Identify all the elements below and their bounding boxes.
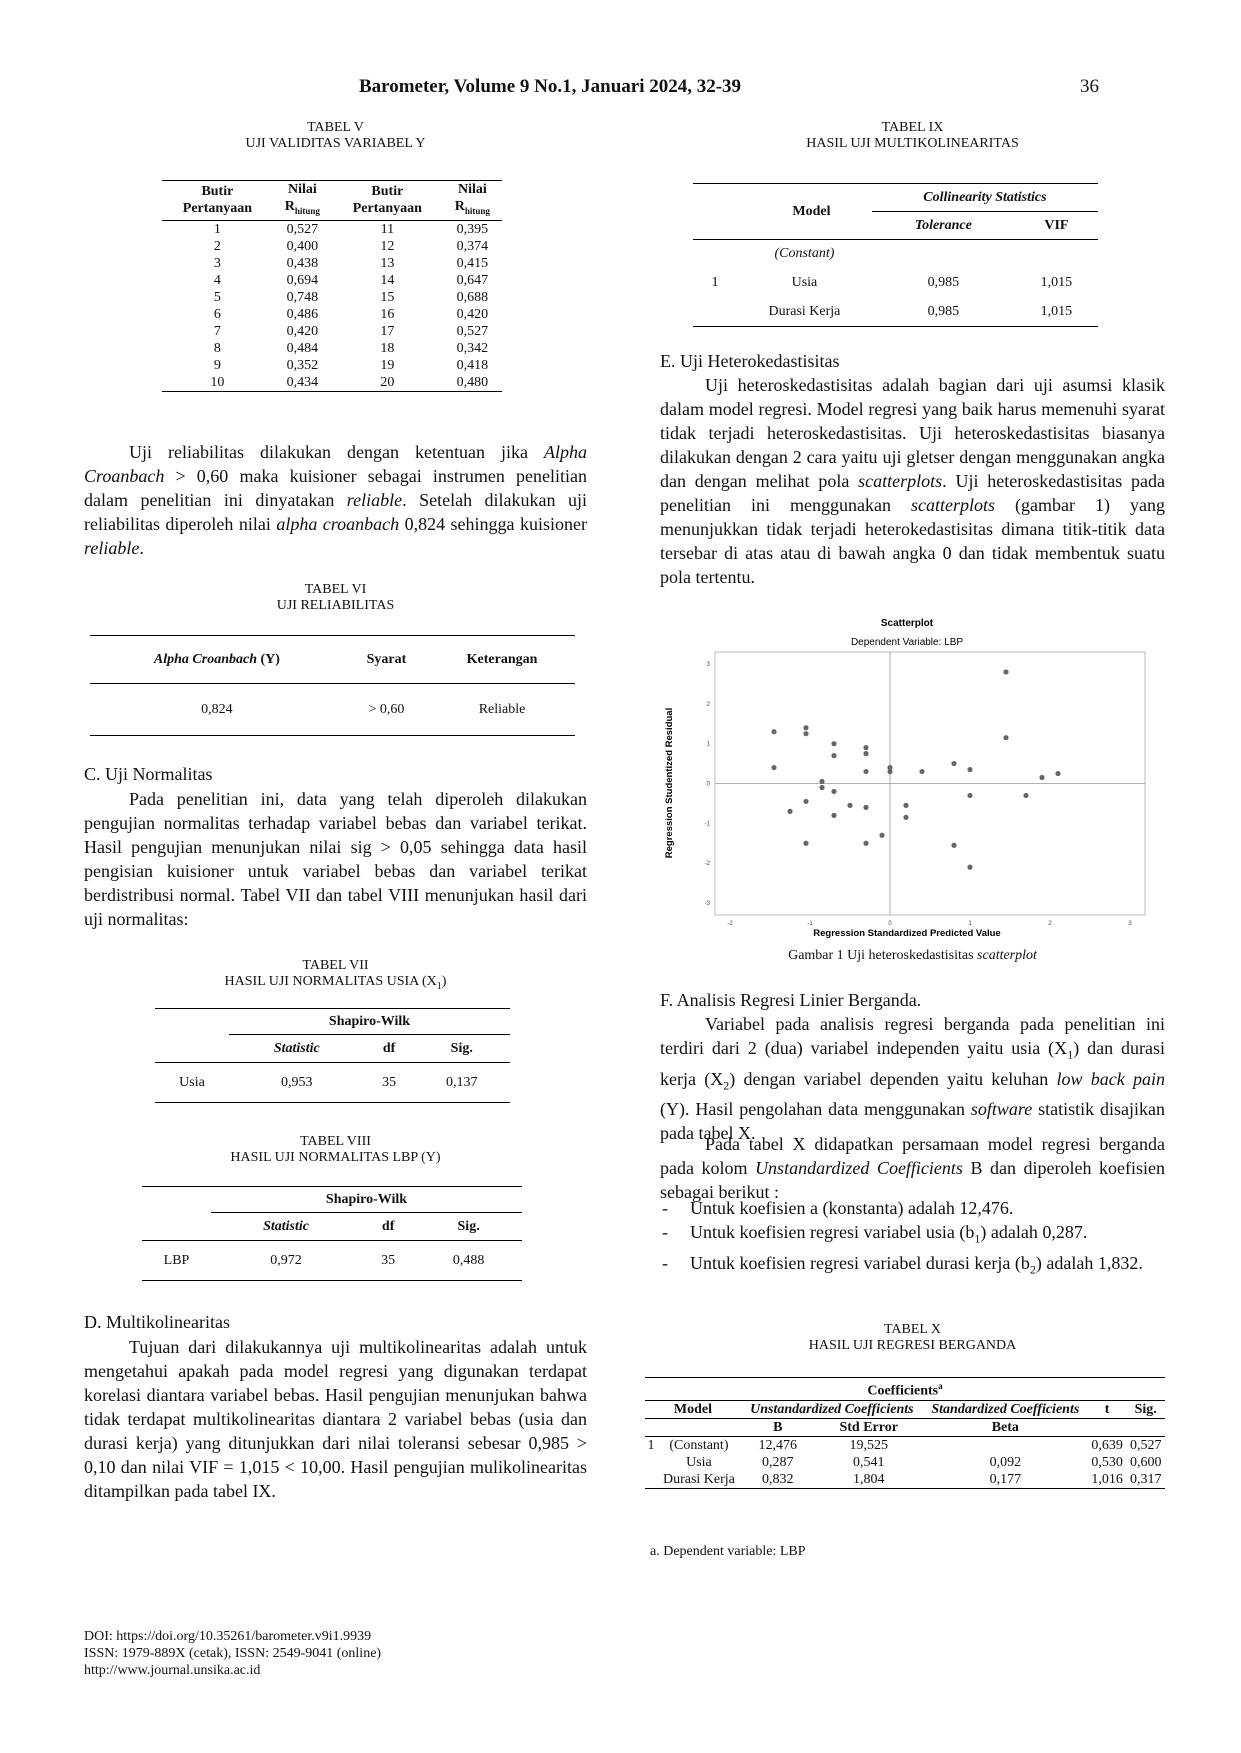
table6-header-keterangan: Keterangan	[466, 651, 538, 667]
table10-header-se: Std Error	[839, 1419, 898, 1435]
table10-cell	[645, 1471, 657, 1489]
table10-coefficients-header: Coefficients$^a$	[645, 1378, 1165, 1401]
table8-caption	[84, 1134, 587, 1166]
table5-cell: 10	[210, 374, 225, 390]
table10-cell: 0,092	[989, 1454, 1022, 1470]
table10-cell: 0,527	[1129, 1437, 1162, 1453]
table-row	[162, 272, 502, 289]
table10-header-std: Standardized Coefficients	[931, 1401, 1080, 1417]
table8-cell: 0,972	[270, 1252, 302, 1268]
table6	[90, 635, 575, 736]
data-point	[903, 815, 908, 820]
table9-constant: (Constant)	[774, 246, 835, 262]
data-point	[863, 841, 868, 846]
table5-cell: 2	[213, 238, 221, 254]
data-point	[951, 843, 956, 848]
data-point	[903, 803, 908, 808]
table5-header-nilai: Nilai $R_{hitung}$	[284, 182, 320, 216]
table9-label: TABEL IX	[881, 120, 944, 135]
table9-model-number: 1	[711, 275, 719, 290]
table5-cell: 0,748	[286, 289, 319, 305]
table7-header-df: df	[382, 1040, 396, 1056]
x-tick-label: -2	[727, 921, 733, 927]
table5-title: UJI VALIDITAS VARIABEL Y	[245, 136, 426, 151]
table7-header-shapiro: Shapiro-Wilk	[229, 1009, 510, 1035]
section-f-paragraph-2: Pada tabel X didapatkan persamaan model regresi berganda pada kolom Unstandardized Coefficients B dan diperoleh koefisien sebagai berikut :	[660, 1134, 1166, 1202]
table5-cell: 18	[380, 340, 395, 356]
running-header: Barometer, Volume 9 No.1, Januari 2024, 32-39	[358, 76, 742, 97]
data-point	[831, 813, 836, 818]
table8-header-statistic: Statistic	[263, 1218, 309, 1234]
x-tick-label: 1	[968, 921, 972, 927]
page-number: 36	[1080, 76, 1099, 97]
table5-cell: 15	[380, 289, 395, 305]
section-c-heading: C. Uji Normalitas	[84, 764, 213, 784]
table5-cell: 13	[380, 255, 395, 271]
table10-cell: 1,804	[852, 1471, 885, 1487]
table5-cell: 0,420	[456, 306, 489, 322]
table9-header-collinearity: Collinearity Statistics	[872, 184, 1098, 212]
table7	[155, 1008, 510, 1103]
data-point	[863, 751, 868, 756]
table5-cell: 6	[213, 306, 221, 322]
list-item: - Untuk koefisien regresi variabel usia $(b_1)$ adalah 0,287.	[660, 1220, 1165, 1251]
table10-label: TABEL X	[883, 1322, 942, 1337]
table9-cell: 1,015	[1040, 303, 1073, 319]
table5-cell: 0,395	[456, 221, 489, 237]
table10-cell: 0,600	[1129, 1454, 1162, 1470]
table6-title: UJI RELIABILITAS	[276, 598, 395, 613]
table7-caption	[84, 958, 587, 995]
data-point	[863, 805, 868, 810]
table10-caption	[660, 1322, 1165, 1354]
data-point	[819, 779, 824, 784]
table5-header-nilai-2: Nilai $R_{hitung}$	[454, 182, 490, 216]
footer-issn: ISSN: 1979-889X (cetak), ISSN: 2549-9041 (online)	[84, 1646, 382, 1661]
table5-cell: 0,374	[456, 238, 489, 254]
table10-header-unstd: Unstandardized Coefficients	[750, 1401, 914, 1417]
table5-cell: 5	[213, 289, 221, 305]
table5-cell: 0,688	[456, 289, 489, 305]
data-point	[819, 785, 824, 790]
section-c-paragraph: Pada penelitian ini, data yang telah diperoleh dilakukan pengujian normalitas terhadap variabel bebas dan variabel terikat. Hasil pengujian menunjukan nilai sig > 0,05 sehingga data hasil pengisian kuisioner untuk variabel bebas dan variabel terikat berdistribusi normal. Tabel VII dan tabel VIII menunjukan hasil dari uji normalitas:	[84, 789, 587, 929]
table5-cell: 7	[213, 323, 221, 339]
x-axis-label: Regression Standardized Predicted Value	[813, 928, 1001, 939]
x-tick-label: 0	[888, 921, 892, 927]
table6-cell: > 0,60	[368, 701, 405, 717]
table9-cell: 0,985	[927, 303, 960, 319]
y-tick-label: 0	[706, 781, 710, 788]
section-f-paragraph-1: Variabel pada analisis regresi berganda pada penelitian ini terdiri dari 2 (dua) variabel independen yaitu usia $(X_1)$ dan durasi kerja $(X_2)$ dengan variabel dependen yaitu keluhan low back pain (Y). Hasil pengolahan data menggunakan software statistik disajikan pada tabel X.	[660, 1014, 1165, 1144]
data-point	[887, 769, 892, 774]
x-tick-label: -1	[807, 921, 813, 927]
table10-cell: 12,476	[758, 1437, 797, 1453]
table5-cell: 0,434	[286, 374, 319, 390]
table6-cell: Reliable	[478, 701, 526, 717]
table5-cell: 1	[213, 221, 221, 237]
table5-label: TABEL V	[307, 120, 364, 135]
table5-cell: 0,342	[456, 340, 489, 356]
table-row	[645, 1471, 1165, 1489]
table5-caption	[84, 120, 587, 152]
y-tick-label: 1	[706, 741, 710, 748]
y-tick-label: -2	[704, 861, 710, 868]
data-point	[951, 761, 956, 766]
table8-cell: LBP	[163, 1252, 190, 1268]
table5-header-butir: Butir Pertanyaan	[182, 184, 252, 217]
table5-cell: 12	[380, 238, 395, 254]
data-point	[1039, 775, 1044, 780]
data-point	[803, 841, 808, 846]
section-e-paragraph: Uji heteroskedastisitas adalah bagian dari uji asumsi klasik dalam model regresi. Model regresi yang baik harus memenuhi syarat tidak terjadi heteroskedastisitas. Uji heteroskedastisitas biasanya dilakukan dengan 2 cara yaitu uji gletser dengan menggunakan angka dan dengan melihat pola scatterplots. Uji heteroskedastisitas pada penelitian ini menggunakan scatterplots (gambar 1) yang menunjukkan tidak terjadi heterokedastisitas dimana titik-titik data tersebar di atas atau di bawah angka 0 dan tidak membentuk suatu pola tertentu.	[660, 375, 1165, 587]
y-tick-label: 2	[706, 701, 710, 708]
table7-cell: 0,137	[446, 1074, 478, 1090]
table5	[162, 180, 502, 392]
table9-title: HASIL UJI MULTIKOLINEARITAS	[806, 136, 1019, 151]
data-point	[1055, 771, 1060, 776]
table5-cell: 0,647	[456, 272, 489, 288]
table5-cell: 17	[380, 323, 395, 339]
table-row	[162, 357, 502, 374]
y-axis-label: Regression Studentized Residual	[664, 707, 675, 859]
table9-cell: Durasi Kerja	[768, 303, 841, 319]
table7-header-sig: Sig.	[450, 1040, 473, 1056]
data-point	[967, 767, 972, 772]
data-point	[863, 769, 868, 774]
section-d-paragraph: Tujuan dari dilakukannya uji multikolinearitas adalah untuk mengetahui apakah pada model regresi yang digunakan terdapat korelasi diantara variabel bebas. Hasil pengujian menunjukan bahwa tidak terdapat multikolinearitas diantara 2 variabel bebas (usia dan durasi kerja) yang ditunjukkan dari nilai toleransi sebesar 0,985 > 0,10 dan nilai VIF = 1,015 < 10,00. Hasil pengujian mulikolinearitas ditampilkan pada tabel IX.	[84, 1337, 587, 1501]
table7-header-statistic: Statistic	[273, 1040, 320, 1056]
table6-header-alpha: Alpha Croanbach (Y)	[153, 651, 280, 667]
table5-cell: 0,527	[286, 221, 319, 237]
table7-cell: Usia	[179, 1074, 205, 1090]
table9-header-vif: VIF	[1044, 217, 1069, 233]
table7-title: HASIL UJI NORMALITAS USIA $(X_1)$	[224, 974, 447, 992]
chart-subtitle: Dependent Variable: LBP	[850, 637, 964, 648]
table10-cell: 1	[647, 1437, 655, 1453]
table5-cell: 0,527	[456, 323, 489, 339]
data-point	[831, 789, 836, 794]
table8-label: TABEL VIII	[300, 1134, 371, 1149]
table6-label: TABEL VI	[304, 582, 367, 597]
reliability-paragraph: Uji reliabilitas dilakukan dengan ketentuan jika Alpha Croanbach > 0,60 maka kuisioner sebagai instrumen penelitian dalam penelitian ini dinyatakan reliable. Setelah dilakukan uji reliabilitas diperoleh nilai alpha croanbach 0,824 sehingga kuisioner reliable.	[84, 442, 587, 558]
data-point	[803, 725, 808, 730]
table9-header-tolerance: Tolerance	[914, 217, 972, 233]
table-row	[645, 1436, 1165, 1454]
table5-cell: 0,480	[456, 374, 489, 390]
table9-cell: 1,015	[1040, 275, 1073, 290]
table10-cell	[923, 1436, 1088, 1454]
footer	[84, 1628, 381, 1679]
data-point	[803, 731, 808, 736]
table9-header-model: Model	[792, 203, 831, 219]
y-tick-label: -3	[704, 901, 710, 907]
table10-cell: 0,177	[989, 1471, 1022, 1487]
table5-cell: 20	[380, 374, 395, 390]
x-tick-label: 3	[1128, 921, 1132, 927]
table-row	[162, 289, 502, 306]
table9-caption	[660, 120, 1165, 152]
data-point	[879, 833, 884, 838]
data-point	[1003, 735, 1008, 740]
section-e-heading: E. Uji Heterokedastisitas	[660, 351, 840, 371]
table6-header-syarat: Syarat	[366, 651, 407, 667]
table10-cell: 0,639	[1091, 1437, 1123, 1453]
data-point	[967, 865, 972, 870]
section-f-heading: F. Analisis Regresi Linier Berganda.	[660, 990, 922, 1010]
table7-label: TABEL VII	[302, 958, 369, 973]
table10-cell: 0,530	[1091, 1454, 1123, 1470]
table10-header-model: Model	[673, 1401, 713, 1417]
table8	[142, 1186, 522, 1281]
x-tick-label: 2	[1048, 921, 1052, 927]
table5-cell: 0,352	[286, 357, 319, 373]
table10-cell: Durasi Kerja	[662, 1471, 735, 1487]
table5-cell: 3	[213, 255, 221, 271]
table9-cell: 0,985	[927, 275, 960, 290]
table10-cell: 19,525	[849, 1437, 888, 1453]
table5-cell: 4	[213, 272, 221, 288]
data-point	[831, 753, 836, 758]
table7-cell: 35	[382, 1074, 397, 1090]
list-item: - Untuk koefisien regresi variabel durasi kerja $(b_2)$ adalah 1,832.	[660, 1251, 1165, 1282]
list-item: - Untuk koefisien a (konstanta) adalah 12,476.	[660, 1196, 1165, 1220]
table10-header-t: t	[1104, 1401, 1110, 1417]
y-tick-label: -1	[704, 821, 710, 828]
data-point	[1003, 669, 1008, 674]
table-row	[162, 255, 502, 272]
table6-cell: 0,824	[201, 701, 233, 717]
table-row	[162, 323, 502, 340]
table-row	[162, 238, 502, 255]
footer-url: http://www.journal.unsika.ac.id	[84, 1663, 261, 1678]
table8-header-shapiro: Shapiro-Wilk	[211, 1187, 522, 1213]
table5-cell: 0,438	[286, 255, 319, 271]
data-point	[919, 769, 924, 774]
table5-cell: 0,486	[286, 306, 319, 322]
table8-header-df: df	[381, 1218, 395, 1234]
table-row	[162, 374, 502, 392]
table5-cell: 0,484	[286, 340, 319, 356]
table9	[693, 183, 1098, 327]
table5-header-butir-2: Butir Pertanyaan	[352, 184, 422, 217]
table10-cell: 1,016	[1091, 1471, 1123, 1487]
table5-cell: 0,420	[286, 323, 319, 339]
table6-caption	[84, 582, 587, 614]
data-point	[771, 765, 776, 770]
table10-cell: 0,541	[852, 1454, 885, 1470]
data-point	[803, 799, 808, 804]
y-tick-label: 3	[706, 662, 710, 668]
table8-cell: 35	[381, 1252, 396, 1268]
table10-header-beta: Beta	[991, 1419, 1019, 1435]
table10-cell: (Constant)	[669, 1437, 729, 1453]
data-point	[787, 809, 792, 814]
data-point	[1023, 793, 1028, 798]
table10-header-sig: Sig.	[1134, 1401, 1157, 1417]
table10	[645, 1377, 1165, 1489]
table-row	[162, 340, 502, 357]
table-row	[162, 306, 502, 323]
table10-cell: 0,287	[762, 1454, 794, 1470]
table8-header-sig: Sig.	[457, 1218, 480, 1234]
table5-cell: 8	[213, 340, 221, 356]
table5-cell: 9	[213, 357, 221, 373]
table10-cell: 0,832	[762, 1471, 794, 1487]
table8-title: HASIL UJI NORMALITAS LBP (Y)	[230, 1150, 441, 1165]
table5-cell: 16	[380, 306, 395, 322]
table10-note: a. Dependent variable: LBP	[650, 1544, 806, 1559]
table5-cell: 0,418	[456, 357, 489, 373]
table7-cell: 0,953	[281, 1074, 313, 1090]
table-row	[162, 220, 502, 238]
table5-cell: 19	[380, 357, 395, 373]
table5-cell: 0,415	[456, 255, 489, 271]
table10-cell	[645, 1454, 657, 1471]
scatterplot-figure	[655, 612, 1155, 942]
coefficient-list	[660, 1196, 1165, 1281]
table10-header-b: B	[773, 1419, 783, 1435]
table5-cell: 14	[380, 272, 395, 288]
table9-cell: Usia	[791, 275, 818, 290]
data-point	[847, 803, 852, 808]
data-point	[771, 729, 776, 734]
chart-title: Scatterplot	[880, 618, 934, 629]
table10-cell: 0,317	[1129, 1471, 1162, 1487]
footer-doi: DOI: https://doi.org/10.35261/barometer.v9i1.9939	[84, 1629, 372, 1644]
data-point	[863, 745, 868, 750]
table8-cell: 0,488	[452, 1252, 485, 1268]
table5-cell: 0,400	[286, 238, 319, 254]
table-row	[645, 1454, 1165, 1471]
section-d-heading: D. Multikolinearitas	[84, 1312, 230, 1332]
table10-cell: Usia	[686, 1454, 712, 1470]
table5-cell: 0,694	[286, 272, 319, 288]
table10-title: HASIL UJI REGRESI BERGANDA	[808, 1338, 1017, 1353]
data-point	[831, 741, 836, 746]
figure-caption: Gambar 1 Uji heteroskedastisitas scatterplot	[788, 948, 1037, 963]
table5-cell: 11	[380, 221, 395, 237]
data-point	[967, 793, 972, 798]
